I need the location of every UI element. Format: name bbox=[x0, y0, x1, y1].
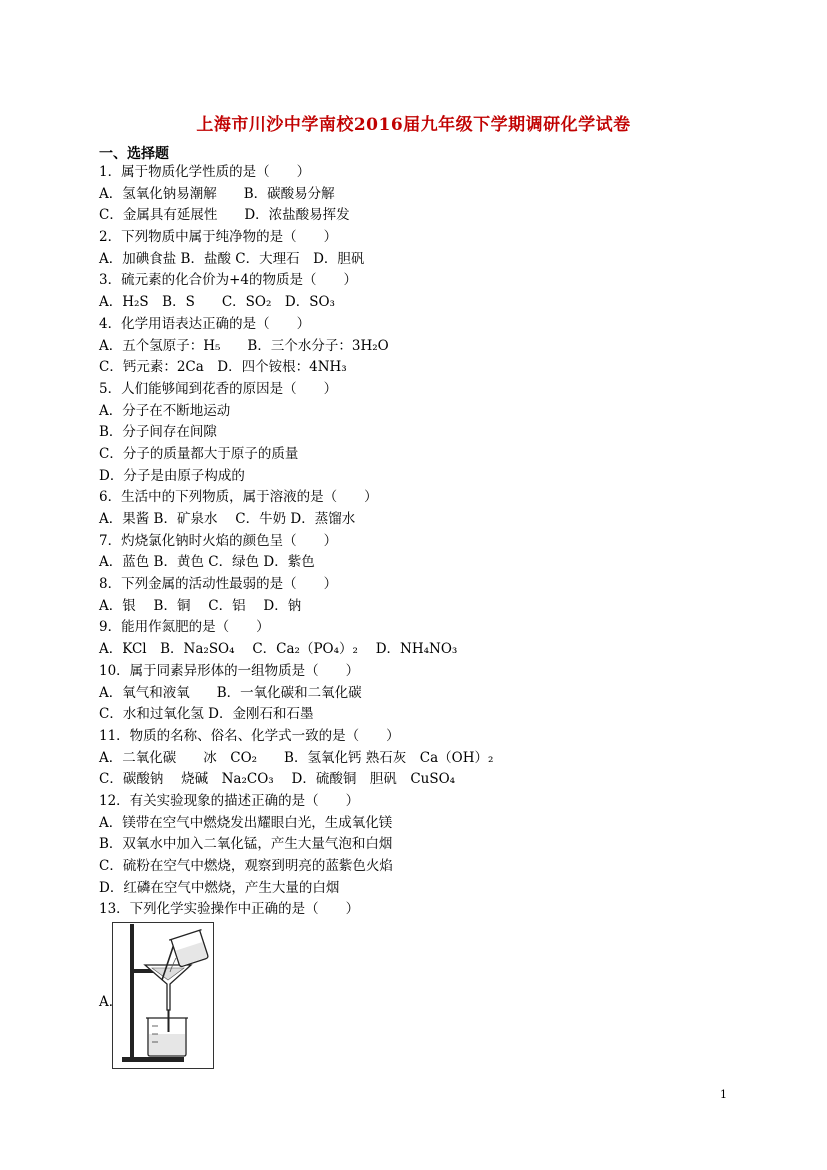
question-line: C．碳酸钠 烧碱 Na₂CO₃ D．硫酸铜 胆矾 CuSO₄ bbox=[99, 771, 456, 788]
question-line: A．蓝色 B．黄色 C．绿色 D．紫色 bbox=[99, 554, 315, 571]
question-line: A．镁带在空气中燃烧发出耀眼白光，生成氧化镁 bbox=[99, 814, 393, 831]
question-line: 3．硫元素的化合价为+4的物质是（ ） bbox=[99, 272, 357, 289]
question-line: A．二氧化碳 冰 CO₂ B．氢氧化钙 熟石灰 Ca（OH）₂ bbox=[99, 749, 494, 766]
question-line: A．KCl B．Na₂SO₄ C．Ca₂（PO₄）₂ D．NH₄NO₃ bbox=[99, 641, 458, 658]
question-line: 11．物质的名称、俗名、化学式一致的是（ ） bbox=[99, 727, 400, 744]
question-line: 6．生活中的下列物质，属于溶液的是（ ） bbox=[99, 489, 378, 506]
question-line: A．银 B．铜 C．铝 D．钠 bbox=[99, 597, 302, 614]
exam-title: 上海市川沙中学南校2016届九年级下学期调研化学试卷 bbox=[196, 115, 631, 135]
section-heading: 一、选择题 bbox=[99, 146, 169, 162]
question-line: D．红磷在空气中燃烧，产生大量的白烟 bbox=[99, 879, 340, 896]
question-line: C．钙元素：2Ca D．四个铵根：4NH₃ bbox=[99, 359, 347, 376]
figure-option-label: A． bbox=[99, 994, 123, 1010]
question-line: 2．下列物质中属于纯净物的是（ ） bbox=[99, 229, 338, 246]
question-line: 4．化学用语表达正确的是（ ） bbox=[99, 315, 311, 332]
question-line: A．分子在不断地运动 bbox=[99, 402, 231, 419]
question-line: 7．灼烧氯化钠时火焰的颜色呈（ ） bbox=[99, 532, 338, 549]
question-line: A．加碘食盐 B．盐酸 C．大理石 D．胆矾 bbox=[99, 250, 365, 267]
question-line: 10．属于同素异形体的一组物质是（ ） bbox=[99, 662, 360, 679]
question-line: A．氧气和液氧 B．一氧化碳和二氧化碳 bbox=[99, 684, 362, 701]
question-list bbox=[99, 162, 739, 921]
question-line: 5．人们能够闻到花香的原因是（ ） bbox=[99, 380, 338, 397]
question-line: D．分子是由原子构成的 bbox=[99, 467, 245, 484]
question-line: 8．下列金属的活动性最弱的是（ ） bbox=[99, 576, 338, 593]
page-number: 1 bbox=[720, 1088, 727, 1101]
question-line: 12．有关实验现象的描述正确的是（ ） bbox=[99, 792, 360, 809]
filtration-figure bbox=[99, 922, 214, 1069]
question-line: C．水和过氧化氢 D．金刚石和石墨 bbox=[99, 706, 314, 723]
question-line: C．金属具有延展性 D．浓盐酸易挥发 bbox=[99, 207, 350, 224]
question-line: A．五个氢原子：H₅ B．三个水分子：3H₂O bbox=[99, 337, 389, 354]
question-line: C．硫粉在空气中燃烧，观察到明亮的蓝紫色火焰 bbox=[99, 858, 393, 874]
question-line: A．果酱 B．矿泉水 C．牛奶 D．蒸馏水 bbox=[99, 511, 356, 527]
question-line: B．分子间存在间隙 bbox=[99, 424, 217, 441]
question-line: 1．属于物质化学性质的是（ ） bbox=[99, 164, 311, 180]
question-line: C．分子的质量都大于原子的质量 bbox=[99, 445, 299, 462]
question-line: A．H₂S B．S C．SO₂ D．SO₃ bbox=[99, 294, 335, 311]
question-line: A．氢氧化钠易潮解 B．碳酸易分解 bbox=[99, 185, 335, 202]
question-line: 13．下列化学实验操作中正确的是（ ） bbox=[99, 901, 360, 918]
question-line: 9．能用作氮肥的是（ ） bbox=[99, 619, 270, 636]
question-line: B．双氧水中加入二氧化锰，产生大量气泡和白烟 bbox=[99, 836, 393, 853]
filtration-apparatus-image bbox=[112, 922, 214, 1069]
